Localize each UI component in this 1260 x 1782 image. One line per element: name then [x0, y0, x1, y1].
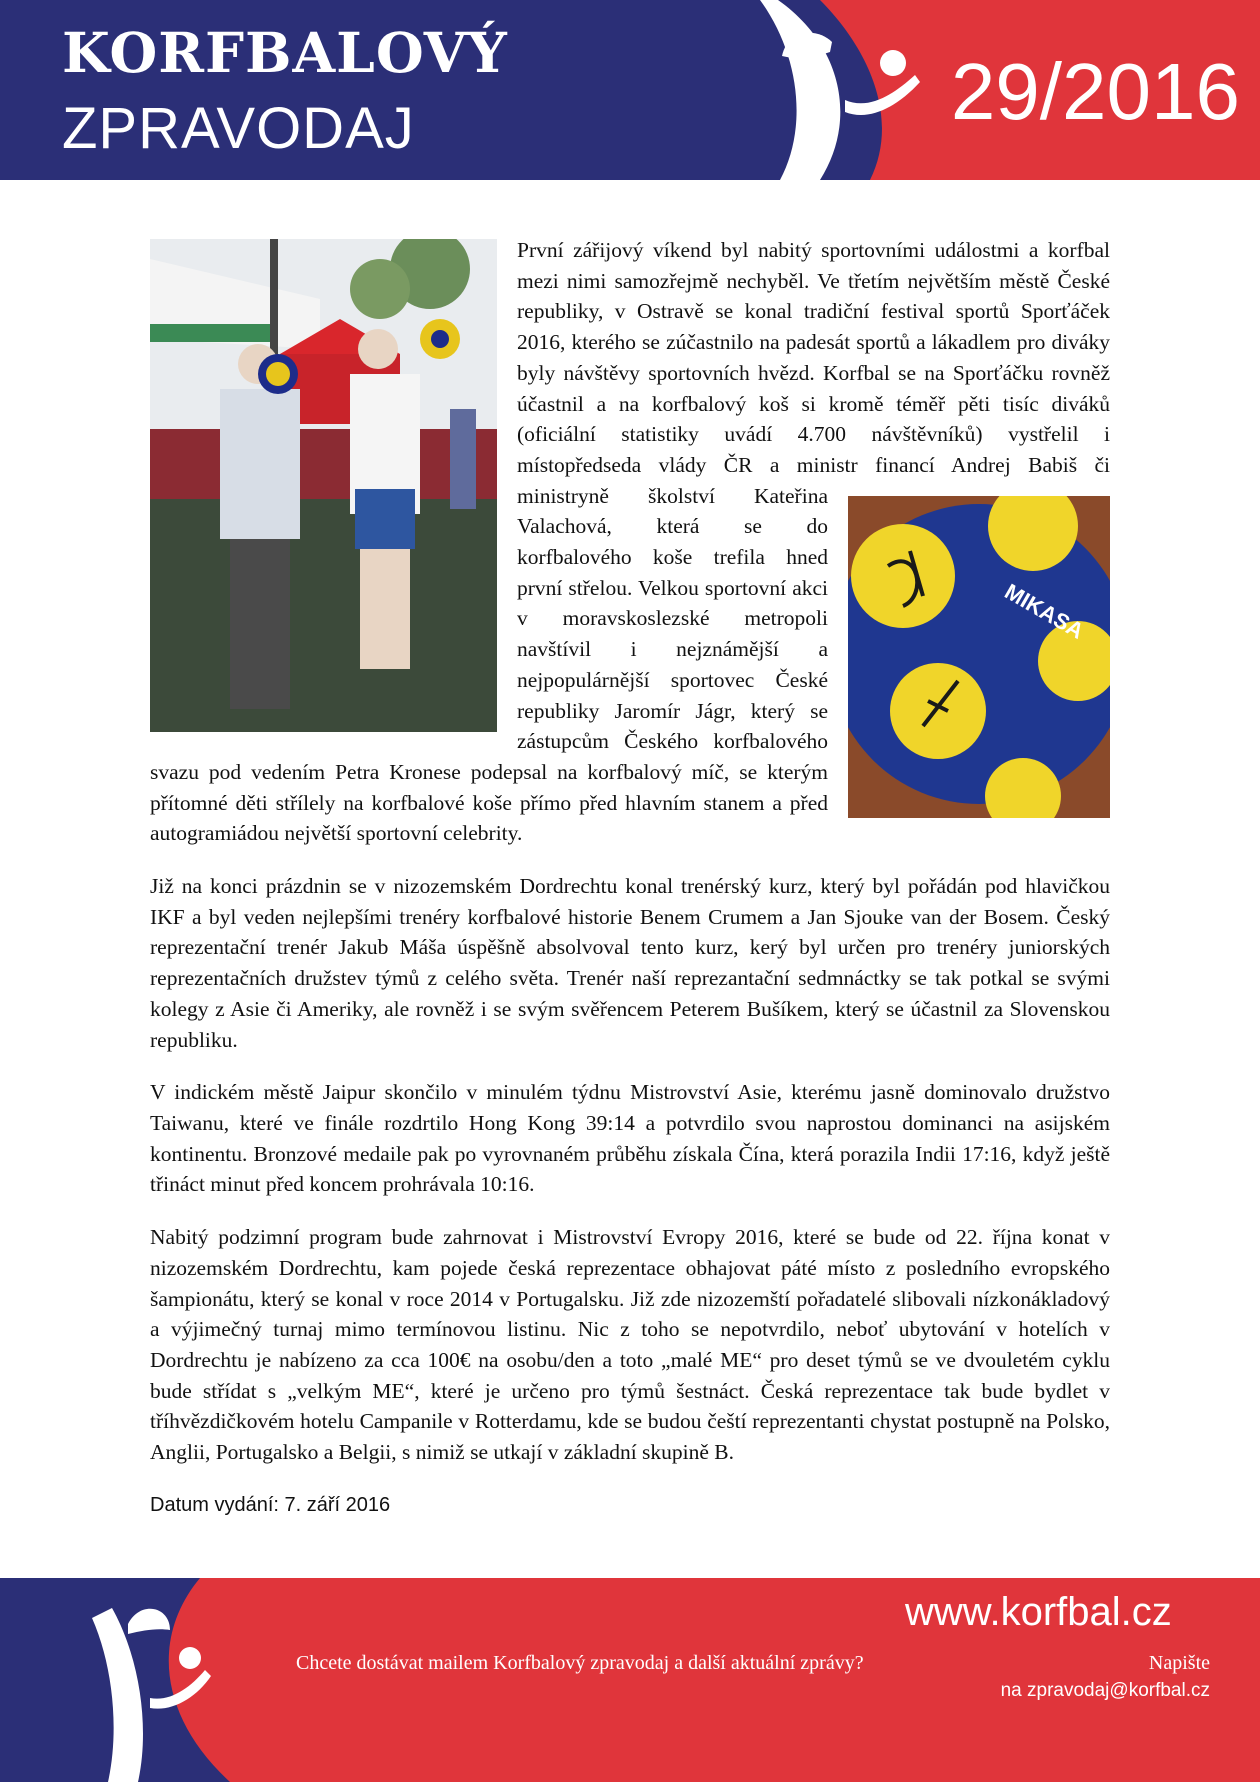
newsletter-title-line1: KORFBALOVÝ	[62, 20, 508, 85]
header-banner	[0, 0, 1260, 180]
issue-number: 29/2016	[950, 47, 1240, 136]
article-paragraph-1: První zářijový víkend byl nabitý sportovními událostmi a korfbal mezi nimi samozřejmě nechyběl. Ve třetím největším městě České republiky, v Ostravě se konal tradiční festival sportů Sporťáček 2016, kterého se zúčastnilo na padesát sportů a lákadlem pro diváky byly návštěvy sportovních hvězd. Korfbal se na Sporťáčku rovněž účastnil a na korfbalový koš si kromě téměř pěti tisíc diváků (oficiální statistiky uvádí 4.700 návštěvníků) vystřelil i místopředseda vlády ČR a ministr financí Andrej Babiš či ministryně školství Kateřina Valachová, která se do korfbalového koše trefila hned první střelou. Velkou sportovní akci v moravskoslezské metropoli navštívil i nejznámější a nejpopulárnější sportovec České republiky Jaromír Jágr, který se zástupcům Českého korfbalového svazu pod vedením Petra Kronese podepsal na korfbalový míč, se kterým přítomné děti střílely na korfbalové koše přímo před hlavním stanem a před autogramiádou největší sportovní celebrity.	[150, 238, 1110, 846]
contact-email-link[interactable]: na zpravodaj@korfbal.cz	[1000, 1680, 1210, 1701]
svg-text:MIKASA: MIKASA	[1000, 578, 1089, 644]
newsletter-cta: Chcete dostávat mailem Korfbalový zpravodaj a další aktuální zprávy?	[296, 1652, 864, 1674]
newsletter-title-line2: ZPRAVODAJ	[62, 96, 415, 161]
website-link[interactable]: www.korfbal.cz	[905, 1590, 1172, 1634]
footer-banner	[0, 1578, 1260, 1782]
article-paragraph-3: V indickém městě Jaipur skončilo v minulém týdnu Mistrovství Asie, kterému jasně dominovalo družstvo Taiwanu, které ve finále rozdrtilo Hong Kong 39:14 a potvrdilo svou naprostou dominanci na asijském kontinentu. Bronzové medaile pak po vyrovnaném průběhu získala Čína, která porazila Indii 17:16, když ještě třináct minut před koncem prohrávala 10:16.	[150, 1080, 1110, 1197]
article-body	[150, 235, 1110, 1520]
article-paragraph-4: Nabitý podzimní program bude zahrnovat i Mistrovství Evropy 2016, které se bude od 22. října konat v nizozemském Dordrechtu, kam pojede česká reprezentace obhajovat páté místo z posledního evropského šampionátu, který se konal v roce 2014 v Portugalsku. Již zde nizozemští pořadatelé slibovali nízkonákladový a výjimečný turnaj mimo termínovou listinu. Nic z toho se nepotvrdilo, neboť ubytování v hotelích v Dordrechtu je nabízeno za cca 100€ na osobu/den a toto „malé ME“ pro deset týmů se ve dvouletém cyklu bude střídat s „velkým ME“, které je určeno pro týmů šestnáct. Česká reprezentace tak bude bydlet v tříhvězdičkovém hotelu Campanile v Rotterdamu, kde se budou čeští reprezentanti chystat postupně na Polsko, Anglii, Portugalsko a Belgii, s nimiž se utkají v základní skupině B.	[150, 1225, 1110, 1465]
write-label: Napište	[1148, 1652, 1210, 1674]
publication-date: Datum vydání: 7. září 2016	[150, 1493, 391, 1516]
article-paragraph-2: Již na konci prázdnin se v nizozemském Dordrechtu konal trenérský kurz, který byl pořádán pod hlavičkou IKF a byl veden nejlepšími trenéry korfbalové historie Benem Crumem a Jan Sjouke van der Bosem. Český reprezentační trenér Jakub Máša úspěšně absolvoval tento kurz, kerý byl určen pro trenéry juniorských reprezentačních družstev týmů z celého světa. Trenér naší reprezantační sedmnáctky se tak potkal se svými kolegy z Asie či Ameriky, ale rovněž i se svým svěřencem Peterem Bušíkem, který se účastnil za Slovenskou republiku.	[150, 874, 1110, 1052]
festival-photo	[150, 239, 497, 732]
signed-korfball-photo	[848, 496, 1110, 818]
